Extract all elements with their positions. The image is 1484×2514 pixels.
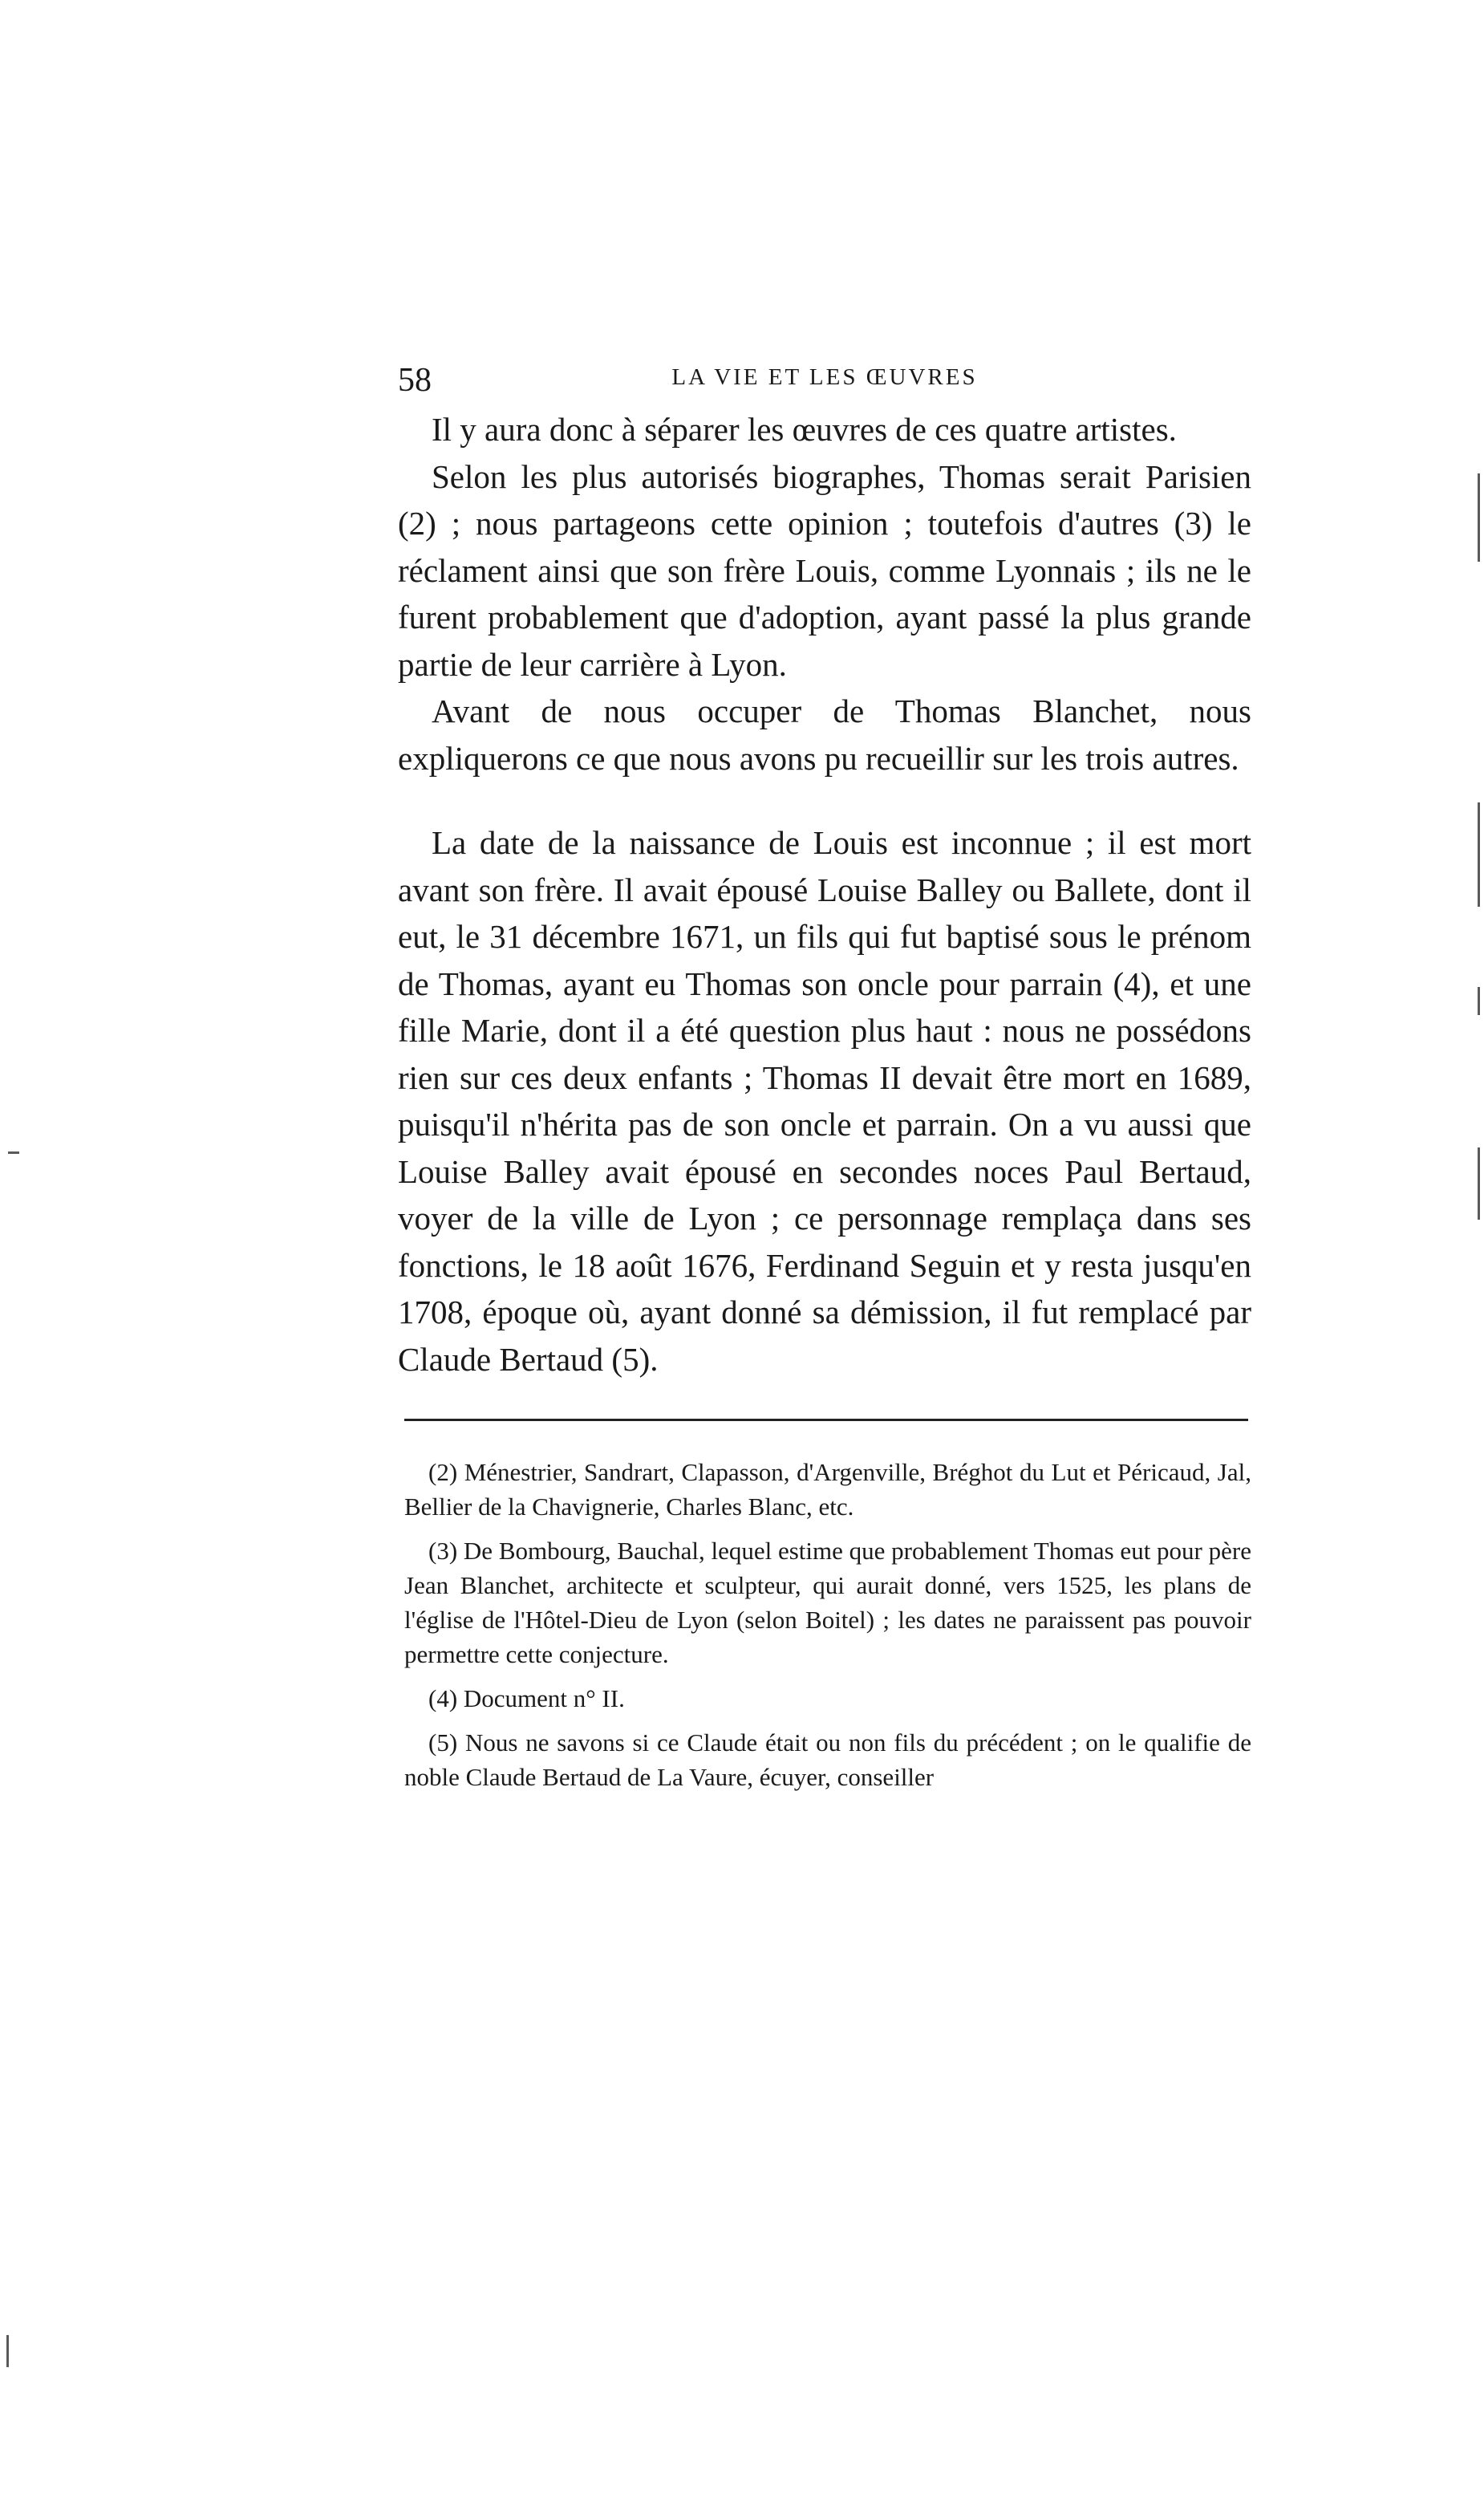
- footnote-rule: [404, 1419, 1248, 1421]
- paragraph-3: Avant de nous occuper de Thomas Blanchet, nous expliquerons ce que nous avons pu recueillir sur les trois autres.: [398, 692, 1251, 777]
- scan-edge-mark: [1478, 987, 1480, 1015]
- scan-edge-mark: [1478, 802, 1480, 907]
- footnote-5: (5) Nous ne savons si ce Claude était ou non fils du précédent ; on le qualifie de noble Claude Bertaud de La Vaure, écuyer, conseiller: [404, 1728, 1251, 1791]
- footnote-3: (3) De Bombourg, Bauchal, lequel estime que probablement Thomas eut pour père Jean Blanchet, architecte et sculpteur, qui aurait donné, vers 1525, les plans de l'église de l'Hôtel-Dieu de Lyon (selon Boitel) ; les dates ne paraissent pas pouvoir permettre cette conjecture.: [404, 1537, 1251, 1668]
- page-number: 58: [398, 362, 432, 399]
- running-head: [398, 358, 1251, 406]
- scan-edge-mark: [6, 2335, 9, 2367]
- paragraph-1: Il y aura donc à séparer les œuvres de ces quatre artistes.: [432, 411, 1177, 448]
- body-text: [398, 406, 1251, 1383]
- paragraph-2: Selon les plus autorisés biographes, Thomas serait Parisien (2) ; nous partageons cette opinion ; toutefois d'autres (3) le réclament ainsi que son frère Louis, comme Lyonnais ; ils ne le furent probablement que d'adoption, ayant passé la plus grande partie de leur carrière à Lyon.: [398, 457, 1251, 683]
- section-gap: [398, 782, 1251, 819]
- footnote-4: (4) Document n° II.: [428, 1684, 625, 1712]
- paragraph-4: La date de la naissance de Louis est inconnue ; il est mort avant son frère. Il avait épousé Louise Balley ou Ballete, dont il eut, le 31 décembre 1671, un fils qui fut baptisé sous le prénom de Thomas, ayant eu Thomas son oncle pour parrain (4), et une fille Marie, dont il a été question plus haut : nous ne possédons rien sur ces deux enfants ; Thomas II devait être mort en 1689, puisqu'il n'hérita pas de son oncle et parrain. On a vu aussi que Louise Balley avait épousé en secondes noces Paul Bertaud, voyer de la ville de Lyon ; ce personnage remplaça dans ses fonctions, le 18 août 1676, Ferdinand Seguin et y resta jusqu'en 1708, époque où, ayant donné sa démission, il fut remplacé par Claude Bertaud (5).: [398, 824, 1251, 1378]
- footnotes: [398, 1455, 1251, 1794]
- scan-edge-mark: [1478, 473, 1480, 562]
- running-title: LA VIE ET LES ŒUVRES: [671, 364, 978, 390]
- scan-edge-mark: [1478, 1147, 1480, 1220]
- footnote-2: (2) Ménestrier, Sandrart, Clapasson, d'Argenville, Bréghot du Lut et Péricaud, Jal, Bellier de la Chavignerie, Charles Blanc, etc.: [404, 1458, 1251, 1521]
- scan-edge-mark: [8, 1151, 19, 1154]
- book-page: [398, 358, 1251, 1804]
